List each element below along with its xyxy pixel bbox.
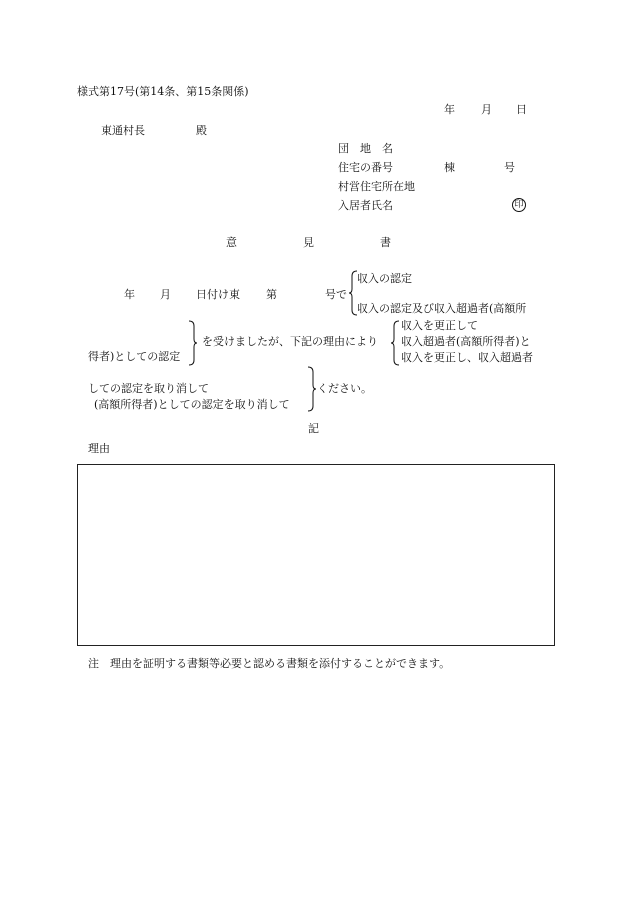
closing-text: ください。 <box>317 382 372 395</box>
document-title: 意 見 書 <box>226 236 391 249</box>
footnote: 注 理由を証明する書類等必要と認める書類を添付することができます。 <box>88 657 451 670</box>
ref-dated-prefix: 日付け東 <box>196 288 240 301</box>
option2-excess-earner: 収入超過者(高額所得者)と <box>401 335 531 348</box>
option1-income-and-excess: 収入の認定及び収入超過者(高額所 <box>357 302 527 315</box>
addressee-honorific: 殿 <box>196 124 207 137</box>
seal-mark: 印 <box>512 198 526 212</box>
option3-cancel-recognition: しての認定を取り消して <box>88 382 209 395</box>
addressee-name: 東通村長 <box>101 124 145 137</box>
option1-income-recognition: 収入の認定 <box>357 272 412 285</box>
ki-heading: 記 <box>308 422 319 435</box>
date-year: 年 <box>444 103 455 116</box>
unit-label: 住宅の番号 <box>338 161 393 174</box>
location-label: 村営住宅所在地 <box>338 180 415 193</box>
ref-go-de: 号で <box>325 288 347 301</box>
form-number: 様式第17号(第14条、第15条関係) <box>77 85 249 98</box>
ref-month: 月 <box>160 288 171 301</box>
option2-correct-and-excess: 収入を更正し、収入超過者 <box>401 351 533 364</box>
ref-year: 年 <box>124 288 135 301</box>
date-day: 日 <box>516 103 527 116</box>
reason-box[interactable] <box>77 464 555 646</box>
resident-name-label: 入居者氏名 <box>338 199 393 212</box>
received-text: を受けましたが、下記の理由により <box>202 335 378 348</box>
number-label: 号 <box>504 161 515 174</box>
brace-option2 <box>391 320 401 366</box>
brace-option1-close <box>188 320 198 366</box>
ref-dai: 第 <box>266 288 277 301</box>
option2-correct-income: 収入を更正して <box>401 319 478 332</box>
option3-cancel-high-income: (高額所得者)としての認定を取り消して <box>94 398 290 411</box>
option1-continued: 得者)としての認定 <box>88 350 181 363</box>
date-month: 月 <box>481 103 492 116</box>
danchi-label: 団 地 名 <box>338 142 393 155</box>
building-label: 棟 <box>444 161 455 174</box>
brace-option3-close <box>307 366 317 412</box>
reason-label: 理由 <box>88 442 110 455</box>
